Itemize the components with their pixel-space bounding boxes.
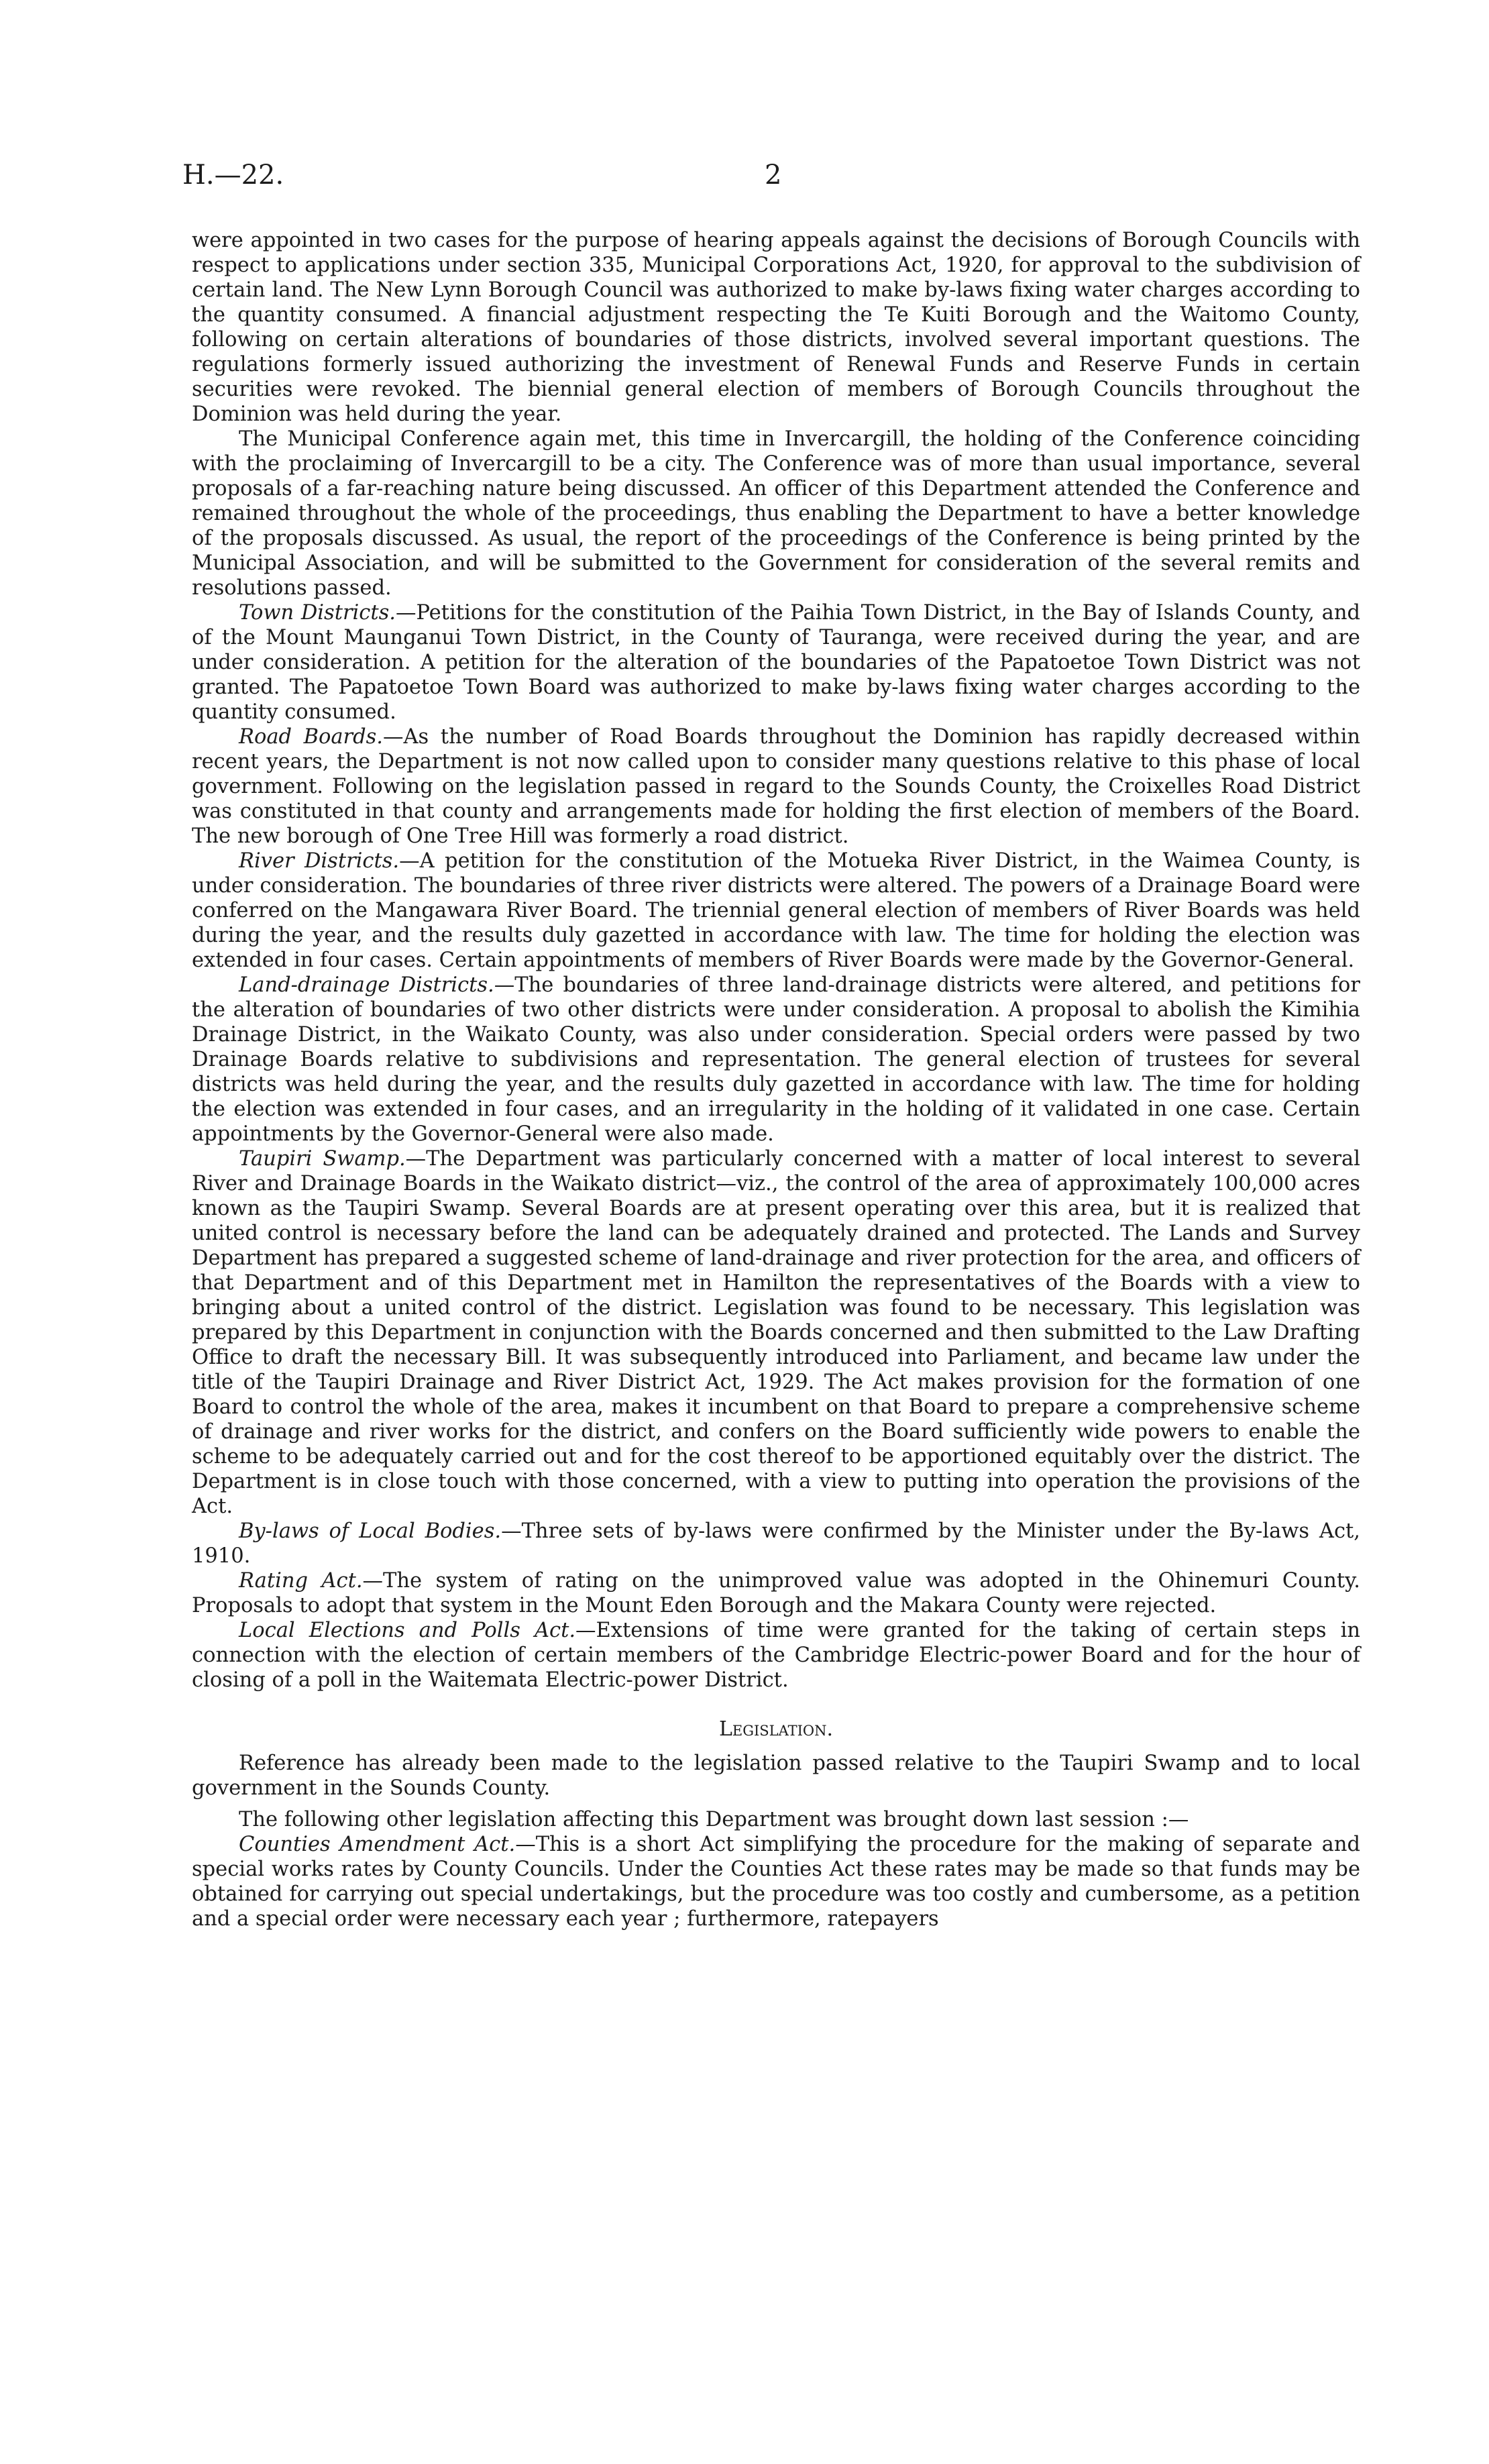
paragraph-text: The following other legislation affecting this Department was brought down last session :— — [239, 1808, 1189, 1831]
run-in-heading: By-laws of Local Bodies. — [239, 1519, 502, 1543]
run-in-heading: Local Elections and Polls Act. — [239, 1619, 576, 1642]
page-number: 2 — [765, 160, 782, 191]
document-reference: H.—22. — [182, 160, 284, 191]
run-in-heading: Rating Act. — [239, 1569, 363, 1593]
paragraph — [192, 849, 1360, 973]
paragraph-text: —The boundaries of three land-drainage districts were altered, and petitions for the alteration of boundaries of two other districts were under consideration. A proposal to abolish the Kimihia Drainage District, in the Waikato County, was also under consideration. Special orders were passed by two Drainage Boards relative to subdivisions and representation. The general election of trustees for several districts was held during the year, and the results duly gazetted in accordance with law. The time for holding the election was extended in four cases, and an irregularity in the holding of it validated in one case. Certain appointments by the Governor-General were also made. — [192, 973, 1360, 1146]
paragraph-text: —Extensions of time were granted for the taking of certain steps in connection with the election of certain members of the Cambridge Electric-power Board and for the hour of closing of a poll in the Waitemata Electric-power District. — [192, 1619, 1360, 1692]
paragraph — [192, 1568, 1360, 1618]
run-in-heading: River Districts. — [239, 849, 400, 873]
paragraph — [192, 1618, 1360, 1693]
run-in-heading: Taupiri Swamp. — [239, 1147, 406, 1171]
paragraph — [192, 973, 1360, 1146]
paragraph — [192, 600, 1360, 725]
paragraph — [192, 1519, 1360, 1568]
section-heading: Legislation. — [718, 1717, 834, 1741]
paragraph — [192, 725, 1360, 849]
run-in-heading: Counties Amendment Act. — [239, 1833, 516, 1856]
paragraph — [192, 1751, 1360, 1801]
paragraph-text: —Three sets of by-laws were confirmed by the Minister under the By-laws Act, 1910. — [192, 1519, 1360, 1568]
paragraph-text: —The system of rating on the unimproved value was adopted in the Ohinemuri County. Proposals to adopt that system in the Mount Eden Borough and the Makara County were rejected. — [192, 1569, 1360, 1617]
paragraph — [192, 1146, 1360, 1519]
paragraph-text: —Petitions for the constitution of the Paihia Town District, in the Bay of Islands County, and of the Mount Maunganui Town District, in the County of Tauranga, were received during the year, and are under consideration. A petition for the alteration of the boundaries of the Papatoetoe Town District was not granted. The Papatoetoe Town Board was authorized to make by-laws fixing water charges according to the quantity consumed. — [192, 601, 1361, 724]
body-text — [192, 228, 1360, 1931]
paragraph — [192, 1807, 1360, 1832]
paragraph-text: —As the number of Road Boards throughout the Dominion has rapidly decreased within recent years, the Department is not now called upon to consider many questions relative to this phase of local government. Following on the legislation passed in regard to the Sounds County, the Croixelles Road District was constituted in that county and arrangements made for holding the first election of members of the Board. The new borough of One Tree Hill was formerly a road district. — [192, 725, 1360, 848]
paragraph-text: Reference has already been made to the legislation passed relative to the Taupiri Swamp and to local government in the Sounds County. — [192, 1752, 1360, 1800]
paragraph — [192, 228, 1360, 427]
paragraph — [192, 1832, 1360, 1931]
paragraph-text: —A petition for the constitution of the Motueka River District, in the Waimea County, is under consideration. The boundaries of three river districts were altered. The powers of a Drainage Board were conferred on the Mangawara River Board. The triennial general election of members of River Boards was held during the year, and the results duly gazetted in accordance with law. The time for holding the election was extended in four cases. Certain appointments of members of River Boards were made by the Governor-General. — [192, 849, 1360, 972]
run-in-heading: Land-drainage Districts. — [239, 973, 494, 997]
paragraph-text: The Municipal Conference again met, this time in Invercargill, the holding of the Conference coinciding with the proclaiming of Invercargill to be a city. The Conference was of more than usual importance, several proposals of a far-reaching nature being discussed. An officer of this Department attended the Conference and remained throughout the whole of the proceedings, thus enabling the Department to have a better knowledge of the proposals discussed. As usual, the report of the proceedings of the Conference is being printed by the Municipal Association, and will be submitted to the Government for consideration of the several remits and resolutions passed. — [192, 427, 1360, 600]
paragraph — [192, 427, 1360, 600]
run-in-heading: Town Districts. — [239, 601, 396, 625]
run-in-heading: Road Boards. — [239, 725, 383, 749]
paragraph-text: were appointed in two cases for the purpose of hearing appeals against the decisions of Borough Councils with respect to applications under section 335, Municipal Corporations Act, 1920, for approval to the subdivision of certain land. The New Lynn Borough Council was authorized to make by-laws fixing water charges according to the quantity consumed. A financial adjustment respecting the Te Kuiti Borough and the Waitomo County, following on certain alterations of boundaries of those districts, involved several important questions. The regulations formerly issued authorizing the investment of Renewal Funds and Reserve Funds in certain securities were revoked. The biennial general election of members of Borough Councils throughout the Dominion was held during the year. — [192, 229, 1360, 426]
paragraph-text: —This is a short Act simplifying the procedure for the making of separate and special works rates by County Councils. Under the Counties Act these rates may be made so that funds may be obtained for carrying out special undertakings, but the procedure was too costly and cumbersome, as a petition and a special order were necessary each year ; furthermore, ratepayers — [192, 1833, 1360, 1931]
paragraph-text: —The Department was particularly concerned with a matter of local interest to several River and Drainage Boards in the Waikato district—viz., the control of the area of approximately 100,000 acres known as the Taupiri Swamp. Several Boards are at present operating over this area, but it is realized that united control is necessary before the land can be adequately drained and protected. The Lands and Survey Department has prepared a suggested scheme of land-drainage and river protection for the area, and officers of that Department and of this Department met in Hamilton the representatives of the Boards with a view to bringing about a united control of the district. Legislation was found to be necessary. This legislation was prepared by this Department in conjunction with the Boards concerned and then submitted to the Law Drafting Office to draft the necessary Bill. It was subsequently introduced into Parliament, and became law under the title of the Taupiri Drainage and River District Act, 1929. The Act makes provision for the formation of one Board to control the whole of the area, makes it incumbent on that Board to prepare a comprehensive scheme of drainage and river works for the district, and confers on the Board sufficiently wide powers to enable the scheme to be adequately carried out and for the cost thereof to be apportioned equitably over the district. The Department is in close touch with those concerned, with a view to putting into operation the provisions of the Act. — [192, 1147, 1360, 1518]
